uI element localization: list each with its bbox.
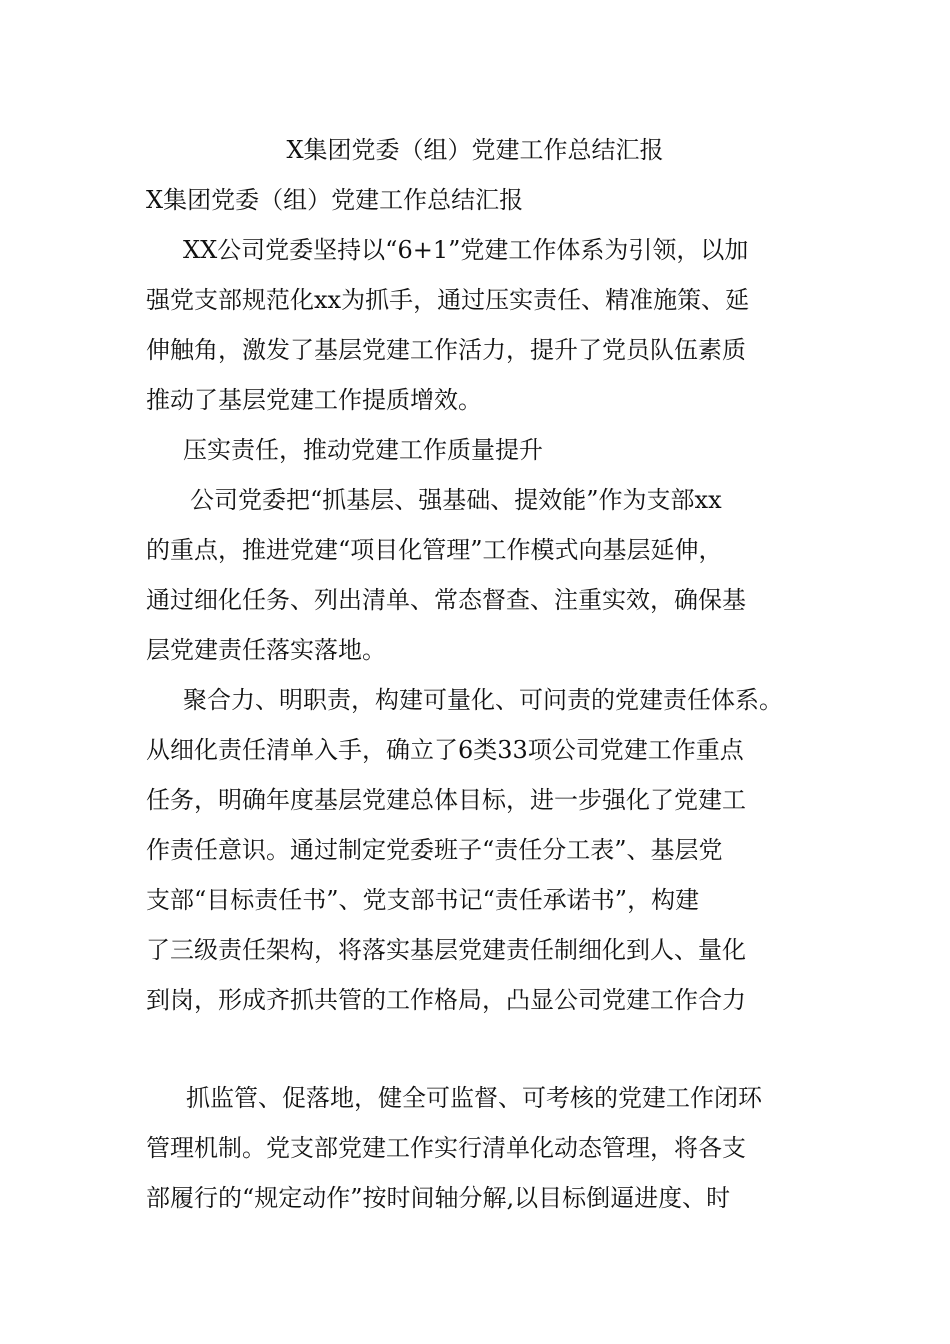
paragraph-line: 强党支部规范化xx为抓手，通过压实责任、精准施策、延	[146, 286, 750, 314]
paragraph-line: 管理机制。党支部党建工作实行清单化动态管理，将各支	[146, 1134, 746, 1162]
paragraph-line: 通过细化任务、列出清单、常态督查、注重实效，确保基	[146, 586, 746, 614]
paragraph-line: 聚合力、明职责，构建可量化、可问责的党建责任体系。	[183, 686, 783, 714]
paragraph-line: 的重点，推进党建“项目化管理”工作模式向基层延伸，	[146, 536, 723, 564]
paragraph-line: 部履行的“规定动作”按时间轴分解,以目标倒逼进度、时	[146, 1184, 731, 1212]
document-title: X集团党委（组）党建工作总结汇报	[286, 136, 664, 164]
paragraph-line: 从细化责任清单入手，确立了6类33项公司党建工作重点	[146, 736, 744, 764]
section-heading: 压实责任，推动党建工作质量提升	[183, 436, 543, 464]
paragraph-line: 层党建责任落实落地。	[146, 636, 386, 664]
paragraph-line: XX公司党委坚持以“6+1”党建工作体系为引领，以加	[183, 236, 749, 264]
paragraph-line: 到岗，形成齐抓共管的工作格局，凸显公司党建工作合力	[146, 986, 746, 1014]
paragraph-line: 支部“目标责任书”、党支部书记“责任承诺书”，构建	[146, 886, 700, 914]
paragraph-line: 推动了基层党建工作提质增效。	[146, 386, 482, 414]
paragraph-line: 抓监管、促落地，健全可监督、可考核的党建工作闭环	[186, 1084, 762, 1112]
document-subtitle: X集团党委（组）党建工作总结汇报	[146, 186, 524, 214]
paragraph-line: 伸触角，激发了基层党建工作活力，提升了党员队伍素质	[146, 336, 746, 364]
paragraph-line: 作责任意识。通过制定党委班子“责任分工表”、基层党	[146, 836, 723, 864]
paragraph-line: 了三级责任架构，将落实基层党建责任制细化到人、量化	[146, 936, 746, 964]
paragraph-line: 任务，明确年度基层党建总体目标，进一步强化了党建工	[146, 786, 746, 814]
paragraph-line: 公司党委把“抓基层、强基础、提效能”作为支部xx	[190, 486, 722, 514]
